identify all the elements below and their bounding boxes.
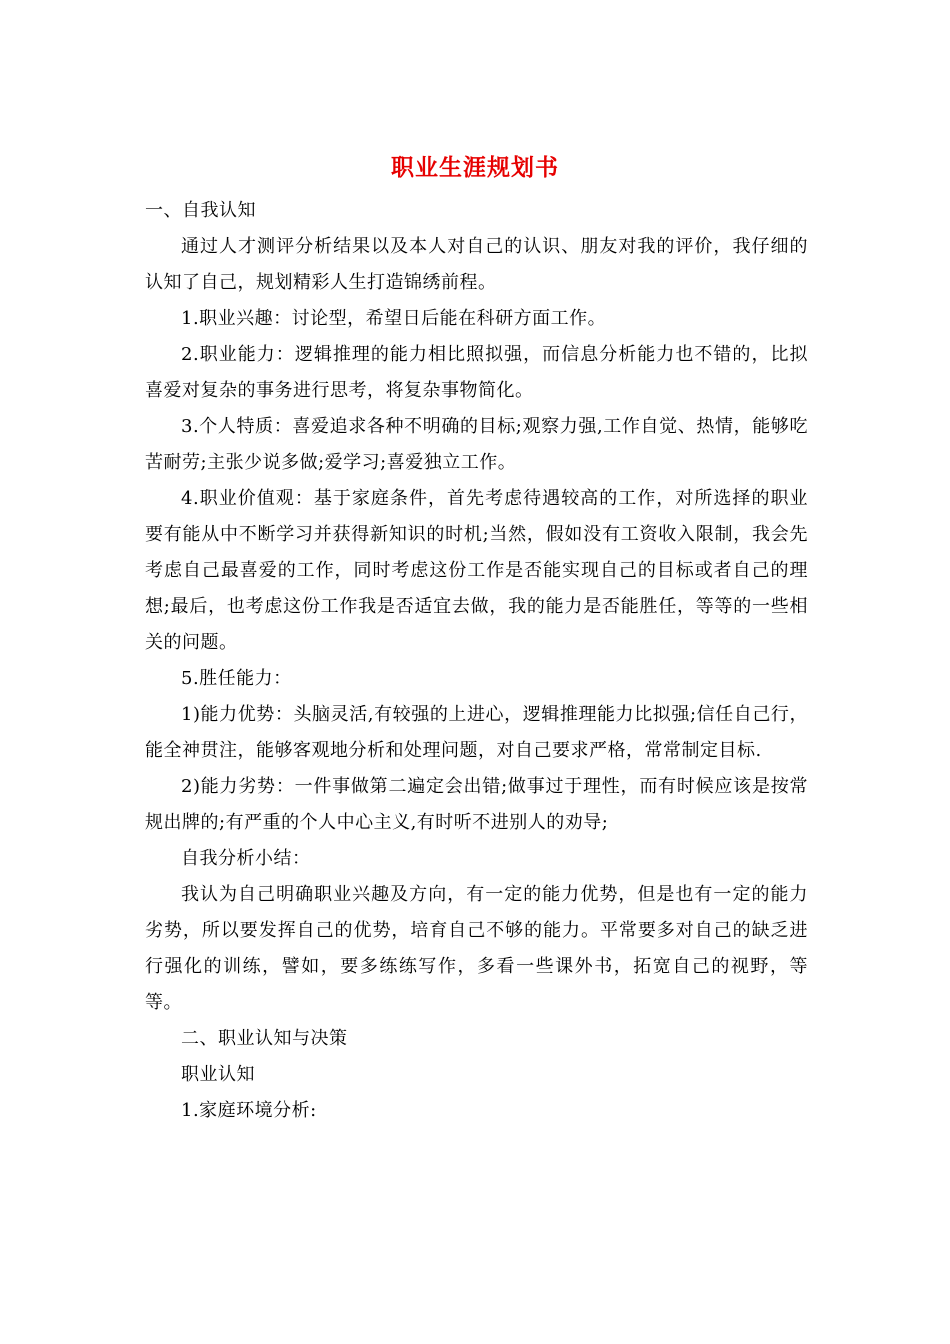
- subheading-career-cognition: 职业认知: [181, 1064, 255, 1085]
- paragraph-summary: 我认为自己明确职业兴趣及方向，有一定的能力优势，但是也有一定的能力劣势，所以要发挥自己的优势，培育自己不够的能力。平常要多对自己的缺乏进行强化的训练，譬如，要多练练写作，多看一些课外书，拓宽自己的视野，等等。: [145, 884, 808, 1013]
- section-heading-self-cognition: 一、自我认知: [145, 200, 256, 221]
- paragraph-career-values: 4.职业价值观：基于家庭条件，首先考虑待遇较高的工作，对所选择的职业要有能从中不断学习并获得新知识的时机;当然，假如没有工资收入限制，我会先考虑自己最喜爱的工作，同时考虑这份工作是否能实现自己的目标或者自己的理想;最后，也考虑这份工作我是否适宜去做，我的能力是否能胜任，等等的一些相关的问题。: [145, 488, 808, 653]
- paragraph-career-ability: 2.职业能力：逻辑推理的能力相比照拟强，而信息分析能力也不错的，比拟喜爱对复杂的事务进行思考，将复杂事物简化。: [145, 344, 808, 401]
- paragraph-family-analysis: 1.家庭环境分析:: [181, 1100, 317, 1121]
- paragraph-personal-traits: 3.个人特质：喜爱追求各种不明确的目标;观察力强,工作自觉、热情，能够吃苦耐劳;主张少说多做;爱学习;喜爱独立工作。: [145, 416, 808, 473]
- paragraph-strengths: 1)能力优势：头脑灵活,有较强的上进心，逻辑推理能力比拟强;信任自己行，能全神贯注，能够客观地分析和处理问题，对自己要求严格，常常制定目标.: [145, 704, 808, 761]
- paragraph-intro: 通过人才测评分析结果以及本人对自己的认识、朋友对我的评价，我仔细的认知了自己，规划精彩人生打造锦绣前程。: [145, 236, 808, 293]
- paragraph-competence-heading: 5.胜任能力：: [181, 668, 292, 689]
- section-heading-career-decision: 二、职业认知与决策: [181, 1028, 348, 1049]
- paragraph-career-interest: 1.职业兴趣：讨论型，希望日后能在科研方面工作。: [181, 308, 607, 329]
- paragraph-summary-heading: 自我分析小结：: [181, 848, 311, 869]
- paragraph-weaknesses: 2)能力劣势：一件事做第二遍定会出错;做事过于理性，而有时候应该是按常规出牌的;有严重的个人中心主义,有时听不进别人的劝导;: [145, 776, 808, 833]
- document-title: 职业生涯规划书: [391, 154, 559, 181]
- document-body: [145, 193, 808, 1129]
